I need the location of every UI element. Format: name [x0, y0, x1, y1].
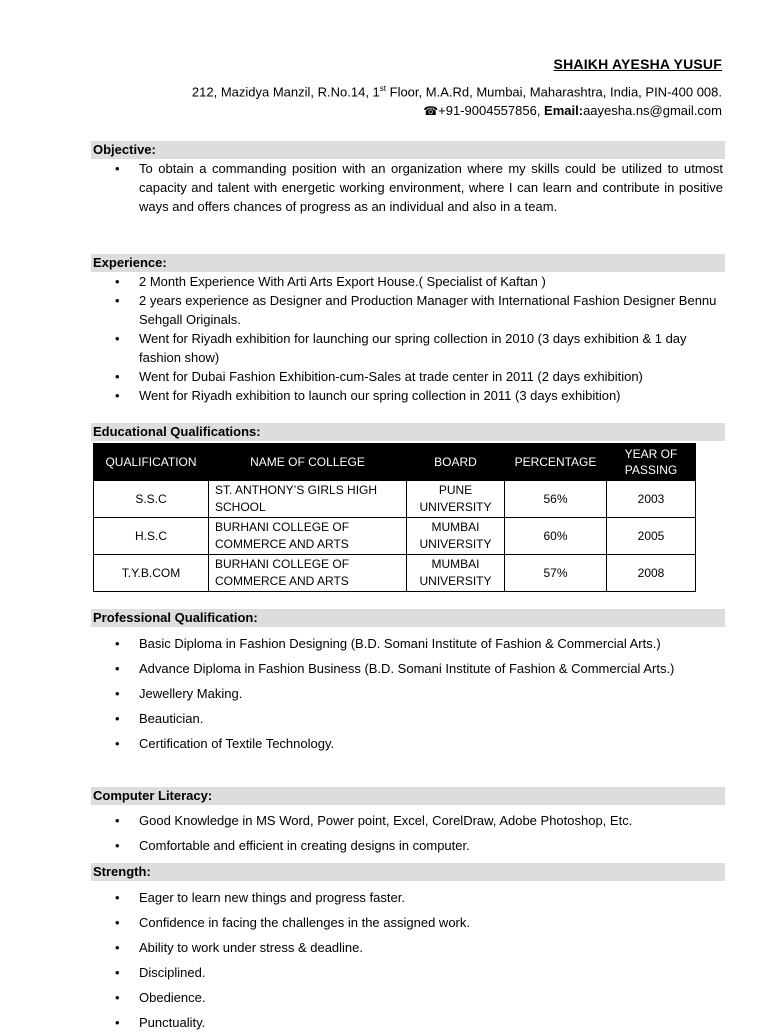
address-line [192, 84, 722, 99]
table-row [94, 555, 696, 592]
column-header: NAME OF COLLEGE [209, 444, 407, 481]
email-address[interactable]: aayesha.ns@gmail.com [583, 103, 722, 118]
education-table [93, 443, 696, 592]
list-item [91, 272, 723, 291]
column-header: YEAR OF PASSING [607, 444, 696, 481]
list-item [91, 631, 723, 656]
list-item [91, 833, 723, 858]
objective-text: To obtain a commanding position with an organization where my skills could be utilized to utmost capacity and talent with energetic working environment, where I can learn and contribute in positive ways and offers chances of progress as an individual and also in a team. [139, 161, 723, 214]
bullet: • [115, 661, 120, 676]
experience-item: Went for Dubai Fashion Exhibition-cum-Sales at trade center in 2011 (2 days exhibition) [139, 369, 643, 384]
strength-item: Disciplined. [139, 965, 206, 980]
list-item [91, 681, 723, 706]
professional-item: Advance Diploma in Fashion Business (B.D. Somani Institute of Fashion & Commercial Arts.) [139, 661, 675, 676]
email-label: Email: [544, 103, 584, 118]
list-item [91, 329, 723, 367]
board-cell: MUMBAI UNIVERSITY [407, 555, 505, 592]
experience-list [91, 272, 723, 405]
professional-item: Basic Diploma in Fashion Designing (B.D. Somani Institute of Fashion & Commercial Arts.) [139, 636, 661, 651]
professional-list [91, 631, 723, 756]
strength-item: Eager to learn new things and progress faster. [139, 890, 405, 905]
table-header-row [94, 444, 696, 481]
list-item [91, 731, 723, 756]
list-item [91, 985, 723, 1010]
professional-heading: Professional Qualification: [91, 609, 725, 627]
bullet: • [115, 293, 120, 308]
year-cell: 2003 [607, 481, 696, 518]
board-cell: MUMBAI UNIVERSITY [407, 518, 505, 555]
experience-item: 2 years experience as Designer and Production Manager with International Fashion Designer Bennu Sehgall Originals. [139, 293, 717, 327]
computer-item: Comfortable and efficient in creating designs in computer. [139, 838, 470, 853]
list-item [91, 291, 723, 329]
qualification-cell: H.S.C [94, 518, 209, 555]
list-item [91, 386, 723, 405]
bullet: • [115, 274, 120, 289]
professional-item: Certification of Textile Technology. [139, 736, 335, 751]
objective-list [91, 159, 723, 216]
percentage-cell: 56% [505, 481, 607, 518]
bullet: • [115, 686, 120, 701]
column-header: BOARD [407, 444, 505, 481]
bullet: • [115, 915, 120, 930]
bullet: • [115, 940, 120, 955]
list-item [91, 960, 723, 985]
list-item [91, 910, 723, 935]
board-cell: PUNE UNIVERSITY [407, 481, 505, 518]
experience-item: Went for Riyadh exhibition to launch our spring collection in 2011 (3 days exhibition) [139, 388, 621, 403]
strength-item: Ability to work under stress & deadline. [139, 940, 363, 955]
education-heading: Educational Qualifications: [91, 423, 725, 441]
professional-item: Beautician. [139, 711, 204, 726]
telephone-icon: ☎ [423, 104, 439, 118]
year-cell: 2005 [607, 518, 696, 555]
qualification-cell: S.S.C [94, 481, 209, 518]
bullet: • [115, 838, 120, 853]
objective-heading: Objective: [91, 141, 725, 159]
column-header: QUALIFICATION [94, 444, 209, 481]
bullet: • [115, 813, 120, 828]
bullet: • [115, 965, 120, 980]
list-item [91, 935, 723, 960]
list-item [91, 656, 723, 681]
bullet: • [115, 1015, 120, 1030]
list-item [91, 1010, 723, 1035]
strength-list [91, 885, 723, 1035]
bullet: • [115, 388, 120, 403]
list-item [91, 367, 723, 386]
computer-item: Good Knowledge in MS Word, Power point, Excel, CorelDraw, Adobe Photoshop, Etc. [139, 813, 633, 828]
strength-item: Obedience. [139, 990, 206, 1005]
experience-item: 2 Month Experience With Arti Arts Export House.( Specialist of Kaftan ) [139, 274, 546, 289]
professional-item: Jewellery Making. [139, 686, 243, 701]
bullet: • [115, 331, 120, 346]
computer-list [91, 808, 723, 858]
college-cell: BURHANI COLLEGE OF COMMERCE AND ARTS [209, 518, 407, 555]
address-part2: Floor, M.A.Rd, Mumbai, Maharashtra, India, PIN-400 008. [386, 84, 722, 100]
candidate-name: SHAIKH AYESHA YUSUF [553, 56, 722, 72]
bullet: • [115, 711, 120, 726]
bullet: • [115, 990, 120, 1005]
list-item [91, 808, 723, 833]
percentage-cell: 57% [505, 555, 607, 592]
column-header: PERCENTAGE [505, 444, 607, 481]
strength-item: Confidence in facing the challenges in the assigned work. [139, 915, 470, 930]
list-item [91, 706, 723, 731]
bullet: • [115, 890, 120, 905]
address-superscript: st [379, 84, 387, 93]
bullet: • [115, 161, 120, 176]
table-row [94, 518, 696, 555]
phone-number: +91-9004557856, [438, 103, 545, 118]
strength-heading: Strength: [91, 863, 725, 881]
year-cell: 2008 [607, 555, 696, 592]
computer-heading: Computer Literacy: [91, 787, 725, 805]
qualification-cell: T.Y.B.COM [94, 555, 209, 592]
list-item [91, 885, 723, 910]
experience-heading: Experience: [91, 254, 725, 272]
list-item [91, 159, 723, 216]
bullet: • [115, 636, 120, 651]
strength-item: Punctuality. [139, 1015, 206, 1030]
address-part1: 212, Mazidya Manzil, R.No.14, 1 [191, 84, 380, 100]
college-cell: BURHANI COLLEGE OF COMMERCE AND ARTS [209, 555, 407, 592]
table-row [94, 481, 696, 518]
college-cell: ST. ANTHONY’S GIRLS HIGH SCHOOL [209, 481, 407, 518]
percentage-cell: 60% [505, 518, 607, 555]
bullet: • [115, 369, 120, 384]
experience-item: Went for Riyadh exhibition for launching our spring collection in 2010 (3 days exhibition & 1 day fashion show) [139, 331, 687, 365]
contact-line [423, 103, 722, 118]
bullet: • [115, 736, 120, 751]
